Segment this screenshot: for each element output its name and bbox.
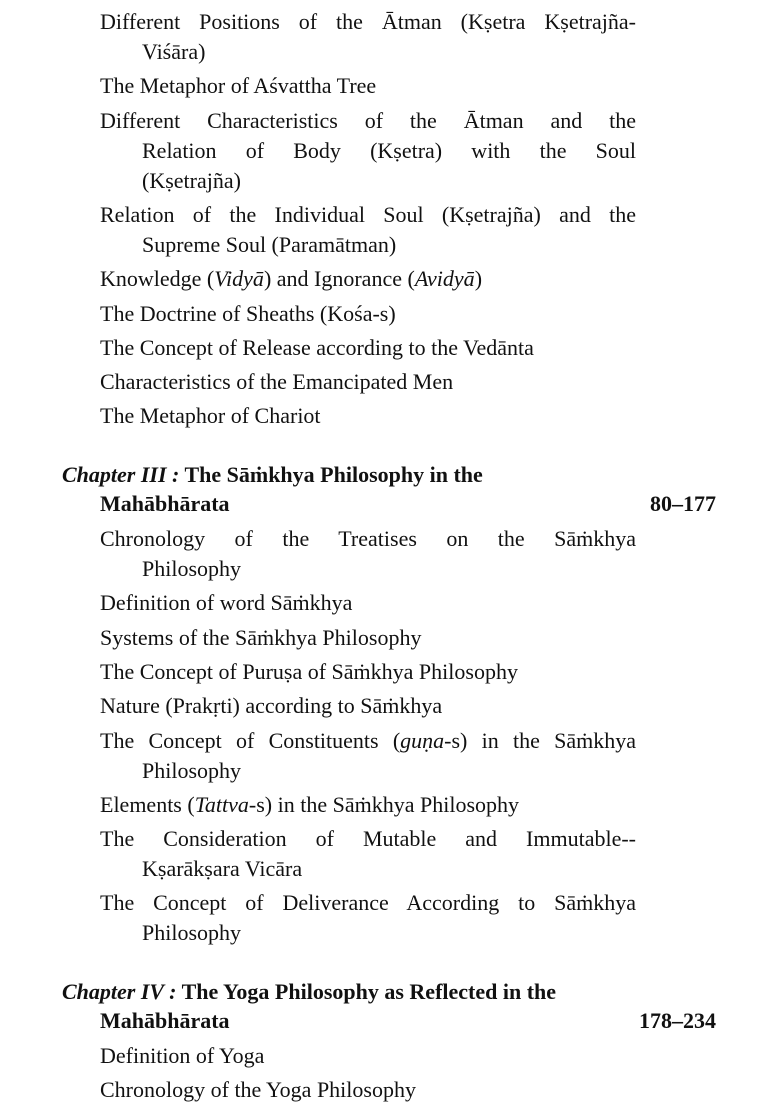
text-segment: The Doctrine of Sheaths (Kośa-s) (100, 300, 396, 326)
chapter-title-cont: Mahābhārata (100, 1008, 230, 1033)
chapter-title: The Sāṁkhya Philosophy in the (179, 462, 483, 487)
chapter-label: Chapter III : (62, 462, 180, 487)
toc-entry-line (142, 39, 205, 65)
text-segment: The Metaphor of Chariot (100, 403, 321, 429)
text-segment: Philosophy (142, 920, 242, 946)
text-segment: Chronology of the Yoga Philosophy (100, 1077, 416, 1103)
toc-entry-line (100, 526, 636, 552)
toc-entry-line (100, 202, 636, 228)
chapter-page-range: 178–234 (639, 1008, 716, 1033)
toc-entry-line (100, 403, 321, 429)
toc-entry-line (100, 826, 636, 852)
text-segment: Philosophy (142, 556, 242, 581)
text-segment: The Concept of Deliverance According to Sāṁkhya (100, 890, 636, 916)
toc-entry-line (100, 335, 534, 361)
text-segment: ) and Ignorance ( (263, 266, 415, 292)
toc-entry-line (142, 920, 241, 946)
text-segment: ) (474, 266, 483, 292)
text-segment: Relation of Body (Kṣetra) with the Soul (142, 137, 636, 163)
text-segment: Definition of Yoga (100, 1043, 265, 1068)
toc-entry-line (100, 728, 636, 754)
toc-entry-line (142, 556, 241, 582)
text-segment: Different Positions of the Ātman (Kṣetra Kṣetrajña- (100, 9, 636, 34)
toc-entry-line (100, 659, 518, 685)
toc-entry-line (100, 693, 442, 719)
text-segment: Nature (Prakṛti) according to Sāṁkhya (100, 693, 443, 719)
toc-entry-line (100, 1043, 264, 1069)
toc-entry-line (100, 890, 636, 916)
text-segment: The Concept of Puruṣa of Sāṁkhya Philosophy (100, 658, 518, 684)
text-segment: Knowledge ( (100, 266, 215, 292)
toc-entry-line (142, 758, 241, 784)
chapter-title-cont: Mahābhārata (100, 491, 230, 516)
toc-entry-line (142, 168, 241, 194)
toc-entry-line (100, 792, 519, 818)
toc-entry-line (100, 9, 636, 35)
toc-entry-line (142, 138, 636, 164)
text-segment: Supreme Soul (Paramātman) (142, 231, 397, 257)
toc-entry-line (100, 369, 453, 395)
text-segment: Systems of the Sāṁkhya Philosophy (100, 624, 422, 650)
text-segment: Kṣarākṣara Vicāra (142, 856, 303, 882)
toc-entry-line (142, 232, 396, 258)
text-segment: Different Characteristics of the Ātman and the (100, 107, 636, 133)
text-segment: The Concept of Constituents ( (100, 727, 401, 753)
text-segment: (Kṣetrajña) (142, 167, 241, 193)
text-segment: -s) in the Sāṁkhya (444, 727, 636, 753)
italic-term: guṇa (400, 727, 445, 753)
toc-entry-line (100, 301, 396, 327)
toc-entry-line (100, 108, 636, 134)
text-segment: The Metaphor of Aśvattha Tree (100, 73, 377, 99)
text-segment: Characteristics of the Emancipated Men (100, 369, 454, 395)
text-segment: Chronology of the Treatises on the Sāṁkhya (100, 526, 636, 551)
italic-term: Vidyā (214, 266, 264, 292)
text-segment: The Consideration of Mutable and Immutable-- (100, 826, 636, 852)
toc-entry-line (100, 625, 421, 651)
text-segment: -s) in the Sāṁkhya Philosophy (248, 791, 520, 817)
italic-term: Tattva (194, 791, 249, 817)
chapter-heading (62, 979, 556, 1005)
italic-term: Avidyā (414, 266, 475, 292)
toc-entry-line (142, 856, 302, 882)
text-segment: Elements ( (100, 791, 195, 817)
chapter-label: Chapter IV : (62, 979, 177, 1004)
text-segment: Philosophy (142, 757, 242, 783)
chapter-title: The Yoga Philosophy as Reflected in the (176, 979, 557, 1004)
toc-entry-line (100, 1077, 416, 1103)
chapter-page-range: 80–177 (650, 491, 716, 516)
text-segment: Viśāra) (142, 39, 206, 64)
chapter-heading (62, 462, 483, 488)
toc-entry-line (100, 266, 482, 292)
text-segment: The Concept of Release according to the Vedānta (100, 334, 534, 360)
text-segment: Relation of the Individual Soul (Kṣetrajña) and the (100, 201, 636, 227)
toc-entry-line (100, 73, 376, 99)
toc-entry-line (100, 590, 352, 616)
text-segment: Definition of word Sāṁkhya (100, 590, 353, 616)
